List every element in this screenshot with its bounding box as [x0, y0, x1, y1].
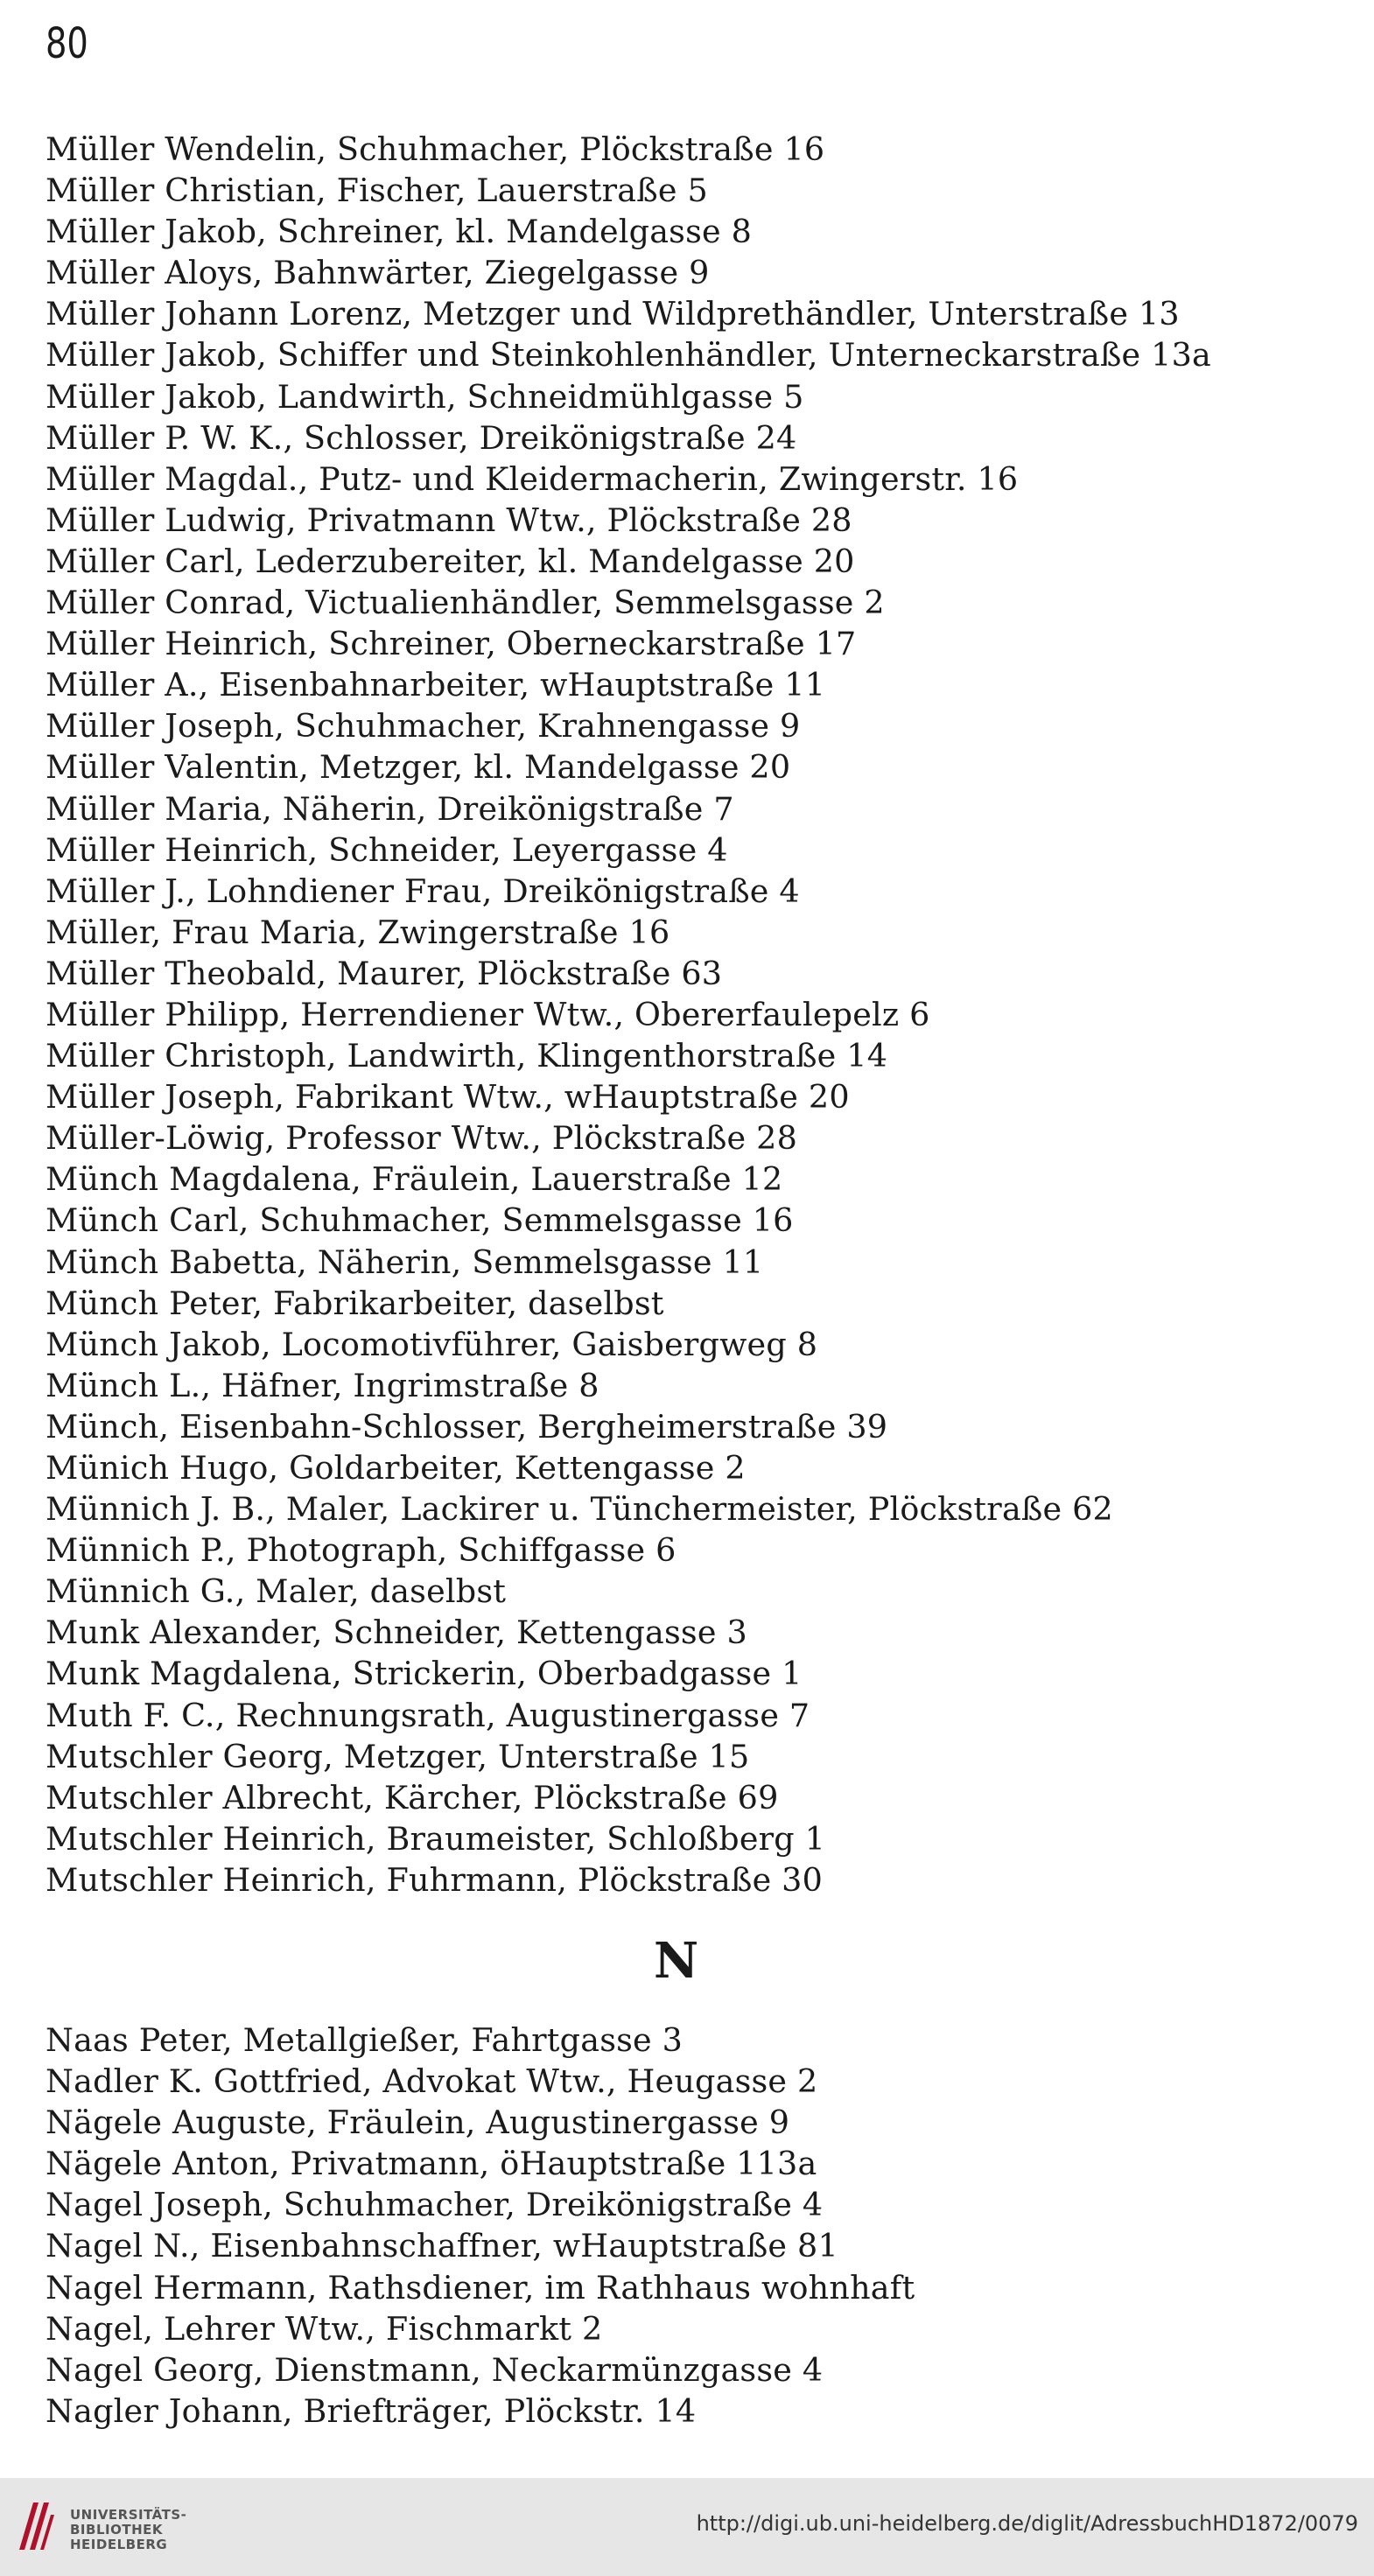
page-number: 80: [46, 19, 88, 68]
list-item: Münch, Eisenbahn-Schlosser, Bergheimerstraße 39: [46, 1407, 888, 1446]
library-logo-text: [70, 2508, 186, 2552]
list-item: Munk Alexander, Schneider, Kettengasse 3: [46, 1614, 747, 1652]
list-item: Münnich P., Photograph, Schiffgasse 6: [46, 1531, 676, 1570]
list-item: Müller Jakob, Landwirth, Schneidmühlgasse 5: [46, 377, 804, 416]
logo-line: BIBLIOTHEK: [70, 2522, 163, 2538]
logo-line: HEIDELBERG: [70, 2537, 168, 2552]
list-item: Münch Jakob, Locomotivführer, Gaisbergweg 8: [46, 1325, 818, 1363]
list-item: Mutschler Georg, Metzger, Unterstraße 15: [46, 1737, 750, 1775]
list-item: Müller Jakob, Schreiner, kl. Mandelgasse 8: [46, 213, 753, 251]
source-url-link[interactable]: http://digi.ub.uni-heidelberg.de/diglit/AdressbuchHD1872/0079: [696, 2511, 1358, 2536]
list-item: Müller Carl, Lederzubereiter, kl. Mandelgasse 20: [46, 542, 855, 580]
list-item: Naas Peter, Metallgießer, Fahrtgasse 3: [46, 2021, 683, 2059]
logo-line: UNIVERSITÄTS-: [70, 2507, 187, 2523]
list-item: Münch Magdalena, Fräulein, Lauerstraße 12: [46, 1160, 783, 1199]
list-item: Münch Carl, Schuhmacher, Semmelsgasse 16: [46, 1201, 794, 1240]
list-item: Münch Babetta, Näherin, Semmelsgasse 11: [46, 1242, 764, 1281]
entry-list-n: [46, 2020, 1306, 2432]
list-item: Nägele Anton, Privatmann, öHauptstraße 113a: [46, 2145, 817, 2183]
list-item: Nagel N., Eisenbahnschaffner, wHauptstraße 81: [46, 2227, 838, 2265]
list-item: Müller Joseph, Fabrikant Wtw., wHauptstraße 20: [46, 1078, 850, 1116]
list-item: Müller A., Eisenbahnarbeiter, wHauptstraße 11: [46, 666, 826, 704]
list-item: Müller Theobald, Maurer, Plöckstraße 63: [46, 954, 723, 992]
list-item: Müller Philipp, Herrendiener Wtw., Obererfaulepelz 6: [46, 995, 930, 1033]
list-item: Müller Christian, Fischer, Lauerstraße 5: [46, 172, 708, 210]
list-item: Müller Ludwig, Privatmann Wtw., Plöckstraße 28: [46, 500, 852, 539]
list-item: Mutschler Albrecht, Kärcher, Plöckstraße 69: [46, 1778, 779, 1816]
list-item: Münnich J. B., Maler, Lackirer u. Tünchermeister, Plöckstraße 62: [46, 1490, 1113, 1529]
entry-list-m: [46, 129, 1306, 1900]
list-item: Nagel, Lehrer Wtw., Fischmarkt 2: [46, 2309, 603, 2348]
list-item: Müller Wendelin, Schuhmacher, Plöckstraße 16: [46, 130, 825, 168]
list-item: Müller-Löwig, Professor Wtw., Plöckstraße 28: [46, 1119, 797, 1158]
list-item: Müller Magdal., Putz- und Kleidermacherin, Zwingerstr. 16: [46, 459, 1019, 498]
list-item: Nagel Georg, Dienstmann, Neckarmünzgasse 4: [46, 2350, 824, 2389]
list-item: Nagler Johann, Briefträger, Plöckstr. 14: [46, 2391, 697, 2430]
section-heading-n: N: [654, 1932, 699, 1990]
list-item: Müller Jakob, Schiffer und Steinkohlenhändler, Unterneckarstraße 13a: [46, 336, 1211, 374]
list-item: Müller Johann Lorenz, Metzger und Wildprethändler, Unterstraße 13: [46, 295, 1180, 333]
list-item: Mutschler Heinrich, Fuhrmann, Plöckstraße 30: [46, 1860, 824, 1899]
list-item: Müller Christoph, Landwirth, Klingenthorstraße 14: [46, 1037, 888, 1075]
list-item: Müller J., Lohndiener Frau, Dreikönigstraße 4: [46, 872, 800, 910]
list-item: Münich Hugo, Goldarbeiter, Kettengasse 2: [46, 1449, 746, 1487]
list-item: Müller, Frau Maria, Zwingerstraße 16: [46, 913, 670, 951]
list-item: Müller Aloys, Bahnwärter, Ziegelgasse 9: [46, 254, 710, 292]
list-item: Müller Joseph, Schuhmacher, Krahnengasse 9: [46, 707, 801, 746]
footer-bar: [0, 2478, 1374, 2576]
list-item: Münnich G., Maler, daselbst: [46, 1572, 507, 1611]
library-logo-icon: [16, 2499, 56, 2553]
list-item: Müller Valentin, Metzger, kl. Mandelgasse 20: [46, 748, 791, 787]
list-item: Munk Magdalena, Strickerin, Oberbadgasse 1: [46, 1655, 803, 1693]
list-item: Müller P. W. K., Schlosser, Dreikönigstraße 24: [46, 418, 797, 457]
list-item: Muth F. C., Rechnungsrath, Augustinergasse 7: [46, 1696, 810, 1734]
list-item: Müller Maria, Näherin, Dreikönigstraße 7: [46, 789, 734, 828]
list-item: Nägele Auguste, Fräulein, Augustinergasse 9: [46, 2104, 790, 2142]
list-item: Müller Heinrich, Schreiner, Oberneckarstraße 17: [46, 625, 857, 663]
list-item: Münch Peter, Fabrikarbeiter, daselbst: [46, 1284, 664, 1322]
list-item: Nadler K. Gottfried, Advokat Wtw., Heugasse 2: [46, 2062, 818, 2101]
list-item: Müller Heinrich, Schneider, Leyergasse 4: [46, 830, 728, 869]
list-item: Nagel Hermann, Rathsdiener, im Rathhaus wohnhaft: [46, 2268, 915, 2306]
list-item: Müller Conrad, Victualienhändler, Semmelsgasse 2: [46, 584, 885, 622]
list-item: Nagel Joseph, Schuhmacher, Dreikönigstraße 4: [46, 2186, 824, 2224]
list-item: Münch L., Häfner, Ingrimstraße 8: [46, 1366, 599, 1404]
list-item: Mutschler Heinrich, Braumeister, Schloßberg 1: [46, 1819, 826, 1858]
